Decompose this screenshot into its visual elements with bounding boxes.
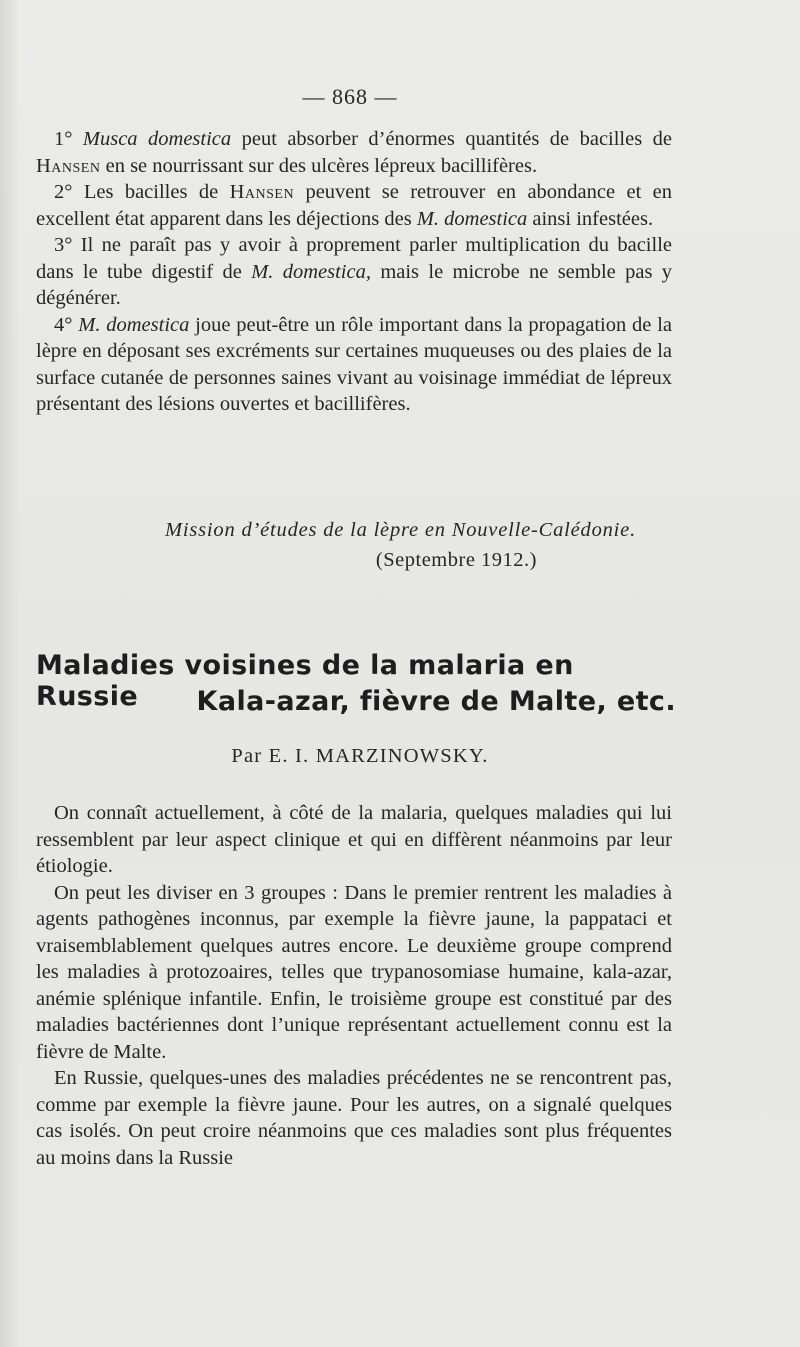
conclusion-1: 1° Musca domestica peut absorber d’énormes quantités de bacilles de Hansen en se nourrissant sur des ulcères lépreux bacillifères.: [36, 128, 673, 177]
conclusion-4: 4° M. domestica joue peut-être un rôle important dans la propagation de la lèpre en déposant ses excréments sur certaines muqueuses ou des plaies de la surface cutanée de personnes saines vivant au voisinage immédiat de lépreux présentant des lésions ouvertes et bacillifères.: [36, 313, 672, 415]
conclusion-2: 2° Les bacilles de Hansen peuvent se retrouver en abondance et en excellent état apparent dans les déjections des M. domestica ainsi infestées.: [36, 181, 673, 230]
conclusion-3: 3° Il ne paraît pas y avoir à proprement parler multiplication du bacille dans le tube digestif de M. domestica, mais le microbe ne semble pas y dégénérer.: [36, 234, 673, 309]
page-fold-shadow: [0, 0, 20, 1347]
body-paragraph: En Russie, quelques-unes des maladies précédentes ne se rencontrent pas, comme par exemple la fièvre jaune. Pour les autres, on a signalé quelques cas isolés. On peut croire néanmoins que ces maladies sont plus fréquentes au moins dans la Russie: [36, 1067, 672, 1169]
signature-block: [36, 515, 672, 575]
body-paragraph: On connaît actuellement, à côté de la malaria, quelques maladies qui lui ressemblent par leur aspect clinique et qui en diffèrent néanmoins par leur étiologie.: [36, 802, 672, 877]
article-title-line1: Maladies voisines de la malaria en Russie: [36, 650, 574, 712]
page-number: — 868 —: [302, 84, 398, 109]
article-author: Par E. I. MARZINOWSKY.: [231, 745, 489, 767]
article-body: [36, 800, 672, 1171]
signature-mission: Mission d’études de la lèpre en Nouvelle-Calédonie.: [165, 519, 636, 541]
conclusions-list: [36, 126, 672, 418]
article-title-line2: Kala-azar, fièvre de Malte, etc.: [196, 686, 676, 717]
body-paragraph: On peut les diviser en 3 groupes : Dans le premier rentrent les maladies à agents pathogènes inconnus, par exemple la fièvre jaune, la pappataci et vraisemblablement quelques autres encore. Le deuxième groupe comprend les maladies à protozoaires, telles que trypanosomiase humaine, kala-azar, anémie splénique infantile. Enfin, le troisième groupe est constitué par des maladies bactériennes dont l’unique représentant actuellement connu est la fièvre de Malte.: [36, 881, 672, 1063]
signature-date: (Septembre 1912.): [375, 549, 537, 571]
